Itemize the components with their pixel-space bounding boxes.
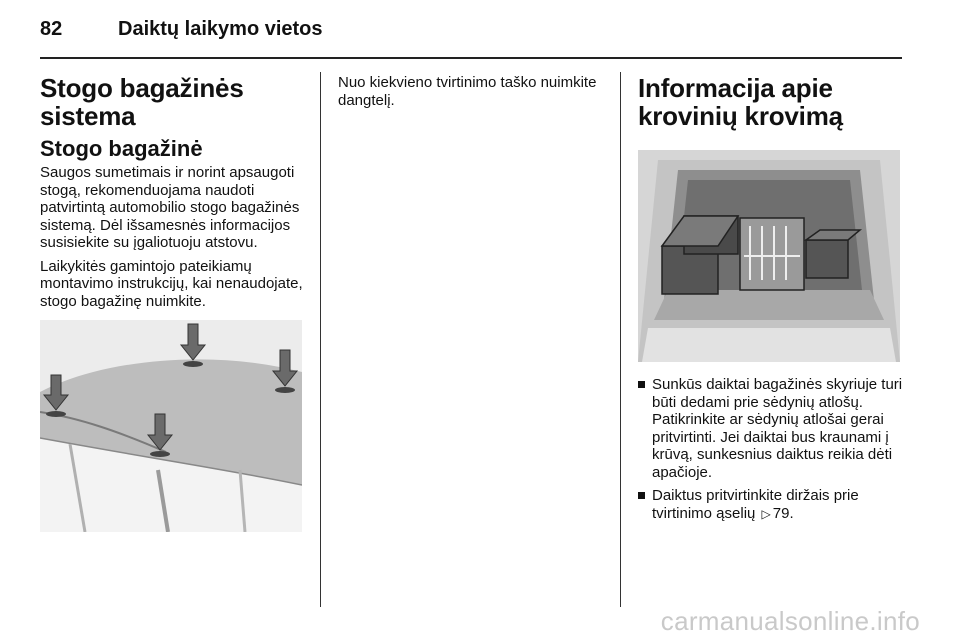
list-item [638, 376, 906, 481]
watermark: carmanualsonline.info [660, 606, 920, 636]
column-cover-removal [338, 74, 606, 115]
paragraph-instructions: Laikykitės gamintojo pateikiamų montavimo instrukcijų, kai nenaudojate, stogo bagažinę nuimkite. [40, 257, 303, 310]
list-item-text: Sunkūs daiktai bagažinės skyriuje turi būti dedami prie sėdynių atlošų. Patikrinkite ar sėdynių atlošai gerai pritvirtinti. Jei daiktai bus kraunami į krūvą, sunkesnius daiktus reikia dėti apačioje. [652, 376, 903, 481]
chapter-title: Daiktų laikymo vietos [118, 18, 323, 40]
column-roof-rack [40, 74, 308, 532]
paragraph-remove-cover: Nuo kiekvieno tvirtinimo taško nuimkite dangtelį. [338, 74, 597, 109]
section-title-loading-info [638, 74, 906, 130]
section-title-line: Informacija apie [638, 73, 833, 103]
column-loading-info [638, 74, 906, 529]
bullet-square-icon [638, 381, 645, 388]
list-item [638, 487, 906, 523]
section-title-roof-rack-system [40, 74, 308, 130]
loading-tips-list [638, 376, 906, 523]
section-title-line: sistema [40, 101, 136, 131]
list-item-text: Daiktus pritvirtinkite diržais prie tvirtinimo ąselių [652, 487, 859, 522]
bullet-square-icon [638, 492, 645, 499]
column-divider-left [320, 72, 321, 607]
cross-reference-arrow-icon: ▷ [761, 506, 771, 521]
section-title-line: Stogo bagažinės [40, 73, 244, 103]
cargo-loading-illustration [638, 150, 900, 362]
subsection-title-roof-rack: Stogo bagažinė [40, 136, 203, 161]
paragraph-safety: Saugos sumetimais ir norint apsaugoti stogą, rekomenduojama naudoti patvirtintą automobilio stogo bagažinės sistemą. Dėl išsamesnės informacijos susisiekite su įgaliotuoju atstovu. [40, 164, 300, 251]
roof-mounting-points-illustration [40, 320, 302, 532]
column-divider-right [620, 72, 621, 607]
header-rule [40, 57, 902, 59]
page-number: 82 [40, 18, 63, 40]
section-title-line: krovinių krovimą [638, 101, 843, 131]
reference-page-link[interactable]: 79. [772, 504, 794, 522]
